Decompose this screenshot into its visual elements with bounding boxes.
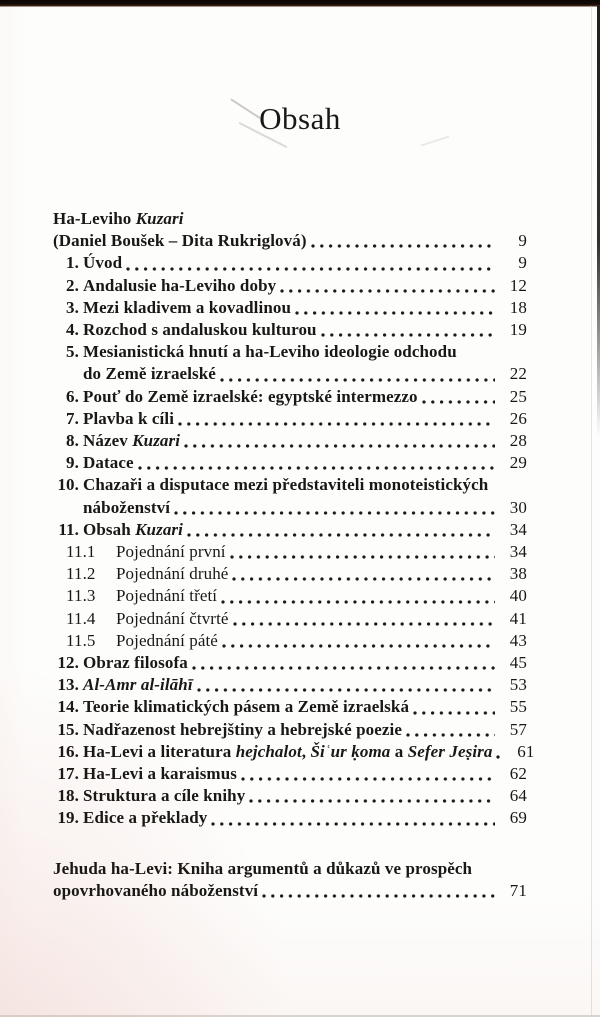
toc-label-segment: Ha-Levi a karaismus [83, 764, 237, 784]
toc-entry-label [53, 230, 307, 252]
toc-label-segment: Obraz filosofa [83, 653, 188, 673]
toc-entry-label [116, 563, 228, 585]
toc-entry-label [83, 741, 492, 763]
toc-page-number: 25 [509, 386, 527, 406]
toc-row [53, 880, 527, 902]
toc-row [53, 785, 527, 807]
toc-row [53, 230, 527, 252]
toc-row [53, 763, 527, 785]
toc-entry-label [83, 452, 134, 474]
toc-row [53, 652, 527, 674]
toc-entry-label [83, 696, 409, 718]
toc-entry-number: 12. [57, 653, 79, 673]
toc-entry-number: 1. [66, 253, 79, 273]
toc-entry-number: 11.5 [66, 630, 96, 650]
toc-row [53, 363, 527, 385]
toc-page-number: 12 [509, 275, 527, 295]
toc-entry-label [116, 630, 218, 652]
toc-label-italic-segment: Šiʿur ḳoma [310, 741, 391, 761]
toc-entry-number: 15. [57, 719, 79, 739]
toc-row [53, 696, 527, 718]
toc-label-segment: Pojednání první [116, 542, 226, 562]
toc-label-segment: Rozchod s andaluskou kulturou [83, 320, 317, 340]
toc-entry-label [83, 430, 180, 452]
scan-right-fold-line [591, 6, 592, 1017]
toc-page-number: 45 [509, 653, 527, 673]
toc-label-segment: do Země izraelské [83, 364, 216, 384]
toc-dot-leader [494, 746, 502, 761]
toc-row [53, 497, 527, 519]
toc-label-segment: Ha-Leviho [53, 209, 136, 228]
toc-label-segment: Datace [83, 453, 134, 473]
toc-entry-number: 11.1 [66, 542, 96, 562]
toc-entry-label [53, 880, 258, 902]
toc-label-italic-segment: Kuzari [132, 431, 181, 451]
toc-entry-number: 11. [58, 519, 79, 539]
toc-page-number: 57 [509, 719, 527, 739]
toc-label-segment: Pojednání třetí [116, 586, 218, 606]
toc-dot-leader [185, 524, 495, 539]
toc-entry-label [53, 858, 472, 880]
toc-entry-label [83, 341, 457, 363]
toc-page-number: 64 [509, 786, 527, 806]
toc-entry-label [53, 208, 184, 230]
toc-row [53, 319, 527, 341]
toc-page-number: 34 [509, 519, 527, 539]
toc-entry-number: 5. [66, 342, 79, 362]
toc-row [53, 741, 535, 763]
toc-entry-label [116, 585, 217, 607]
table-of-contents [53, 208, 535, 902]
toc-dot-leader [239, 768, 495, 783]
toc-page-number: 19 [509, 320, 527, 340]
toc-dot-leader [136, 457, 495, 472]
toc-label-segment: Edice a překlady [83, 808, 208, 828]
toc-dot-leader [247, 790, 495, 805]
toc-dot-leader [319, 324, 495, 339]
toc-row [53, 341, 527, 363]
toc-entry-label [83, 474, 488, 496]
toc-dot-leader [293, 302, 495, 317]
toc-page-number: 40 [509, 586, 527, 606]
toc-page-number: 41 [509, 608, 527, 628]
toc-page-number: 69 [509, 808, 527, 828]
toc-page-number: 53 [509, 675, 527, 695]
toc-entry-number: 10. [57, 475, 79, 495]
toc-entry-label [83, 519, 183, 541]
toc-page-number: 34 [509, 542, 527, 562]
toc-dot-leader [219, 591, 495, 606]
toc-dot-leader [195, 679, 495, 694]
toc-entry-number: 6. [66, 386, 79, 406]
toc-dot-leader [230, 568, 495, 583]
toc-row [53, 563, 527, 585]
toc-dot-leader [411, 702, 495, 717]
toc-label-segment: Název [83, 431, 133, 451]
toc-row [53, 858, 527, 880]
toc-label-segment: Struktura a cíle knihy [83, 786, 246, 806]
toc-entry-number: 13. [57, 675, 79, 695]
toc-entry-label [83, 674, 193, 696]
toc-entry-number: 2. [66, 275, 79, 295]
page-title: Obsah [259, 101, 341, 136]
toc-entry-number: 9. [66, 453, 79, 473]
toc-label-segment: Plavba k cíli [83, 408, 175, 428]
toc-row [53, 608, 527, 630]
toc-page-number: 28 [509, 431, 527, 451]
toc-dot-leader [404, 724, 495, 739]
toc-label-segment: Jehuda ha-Levi: Kniha argumentů a důkazů ve prospěch [53, 858, 473, 878]
toc-entry-label [83, 319, 317, 341]
toc-row [53, 719, 527, 741]
toc-label-segment: Andalusie ha-Leviho doby [83, 275, 277, 295]
toc-page-number: 18 [509, 297, 527, 317]
toc-label-segment: , [301, 741, 311, 761]
toc-label-segment: Mesianistická hnutí a ha-Leviho ideologie odchodu [83, 342, 457, 362]
toc-dot-leader [209, 813, 495, 828]
toc-label-segment: Ha-Levi a literatura [83, 741, 236, 761]
toc-dot-leader [228, 546, 495, 561]
toc-page-number: 9 [518, 253, 527, 273]
toc-entry-number: 19. [57, 808, 79, 828]
toc-entry-number: 11.2 [66, 564, 96, 584]
toc-row [53, 807, 527, 829]
toc-label-segment: Úvod [83, 253, 123, 273]
toc-row [53, 541, 527, 563]
toc-label-segment: Obsah [83, 519, 136, 539]
toc-entry-label [83, 652, 188, 674]
toc-label-segment: Pojednání čtvrté [116, 608, 229, 628]
toc-label-segment: Teorie klimatických pásem a Země izraelská [83, 697, 410, 717]
toc-entry-label [83, 408, 174, 430]
toc-page-number: 30 [509, 497, 527, 517]
toc-label-italic-segment: Al-Amr al-ilāhī [83, 675, 193, 695]
toc-entry-label [83, 297, 291, 319]
toc-row [53, 585, 527, 607]
toc-dot-leader [278, 280, 495, 295]
toc-label-segment: (Daniel Boušek – Dita Rukriglová) [53, 231, 307, 251]
toc-row [53, 674, 527, 696]
toc-page-number: 22 [509, 364, 527, 384]
toc-label-italic-segment: Kuzari [135, 209, 184, 228]
toc-entry-number: 11.4 [66, 608, 96, 628]
toc-page-number: 38 [509, 564, 527, 584]
toc-label-segment: Mezi kladivem a kovadlinou [83, 297, 292, 317]
toc-dot-leader [182, 435, 495, 450]
toc-row [53, 297, 527, 319]
toc-dot-leader [218, 369, 495, 384]
toc-row [53, 208, 527, 230]
toc-label-segment: a [390, 741, 408, 761]
toc-label-segment: Nadřazenost hebrejštiny a hebrejské poezie [83, 719, 402, 739]
toc-row [53, 630, 527, 652]
toc-dot-leader [190, 657, 495, 672]
toc-label-italic-segment: Kuzari [135, 519, 183, 539]
toc-entry-label [83, 252, 122, 274]
toc-entry-number: 17. [57, 764, 79, 784]
toc-entry-label [116, 541, 226, 563]
toc-row [53, 452, 527, 474]
toc-entry-label [83, 386, 418, 408]
toc-entry-label [83, 363, 216, 385]
toc-entry-label [116, 608, 229, 630]
toc-page-number: 9 [518, 231, 527, 251]
toc-page-number: 29 [509, 453, 527, 473]
toc-page-number: 61 [517, 741, 535, 761]
toc-entry-number: 7. [66, 408, 79, 428]
toc-row [53, 275, 527, 297]
toc-entry-number: 4. [66, 320, 79, 340]
toc-label-italic-segment: hejchalot [235, 741, 302, 761]
toc-page-number: 71 [509, 880, 527, 900]
toc-dot-leader [124, 258, 495, 273]
toc-row [53, 430, 527, 452]
toc-section-gap [53, 830, 527, 858]
toc-dot-leader [231, 613, 495, 628]
toc-label-segment: náboženství [83, 497, 171, 517]
toc-dot-leader [220, 635, 495, 650]
toc-label-italic-segment: Sefer Jeṣira [407, 741, 493, 761]
toc-dot-leader [420, 391, 495, 406]
toc-page-number: 62 [509, 764, 527, 784]
toc-entry-label [83, 807, 207, 829]
toc-label-segment: Pojednání druhé [116, 564, 229, 584]
toc-entry-number: 8. [66, 431, 79, 451]
toc-label-segment: Pojednání páté [116, 630, 218, 650]
toc-entry-label [83, 785, 245, 807]
toc-page-number: 55 [509, 697, 527, 717]
toc-label-segment: Pouť do Země izraelské: egyptské intermezzo [83, 386, 418, 406]
toc-row [53, 519, 527, 541]
toc-entry-label [83, 275, 276, 297]
toc-entry-label [83, 763, 237, 785]
toc-row [53, 252, 527, 274]
toc-page-number: 26 [509, 408, 527, 428]
toc-entry-number: 16. [57, 741, 79, 761]
toc-entry-label [83, 719, 402, 741]
toc-row [53, 408, 527, 430]
toc-dot-leader [260, 885, 495, 900]
toc-label-segment: Chazaři a disputace mezi představiteli monoteistických [83, 475, 489, 495]
toc-dot-leader [309, 235, 495, 250]
toc-page-number: 43 [509, 630, 527, 650]
toc-dot-leader [172, 502, 495, 517]
scan-top-edge [0, 0, 600, 7]
toc-row [53, 474, 527, 496]
toc-row [53, 386, 527, 408]
toc-entry-number: 3. [66, 297, 79, 317]
toc-entry-number: 14. [57, 697, 79, 717]
toc-dot-leader [176, 413, 495, 428]
toc-entry-label [83, 497, 170, 519]
toc-entry-number: 18. [57, 786, 79, 806]
toc-label-segment: opovrhovaného náboženství [53, 880, 259, 900]
toc-entry-number: 11.3 [66, 586, 96, 606]
